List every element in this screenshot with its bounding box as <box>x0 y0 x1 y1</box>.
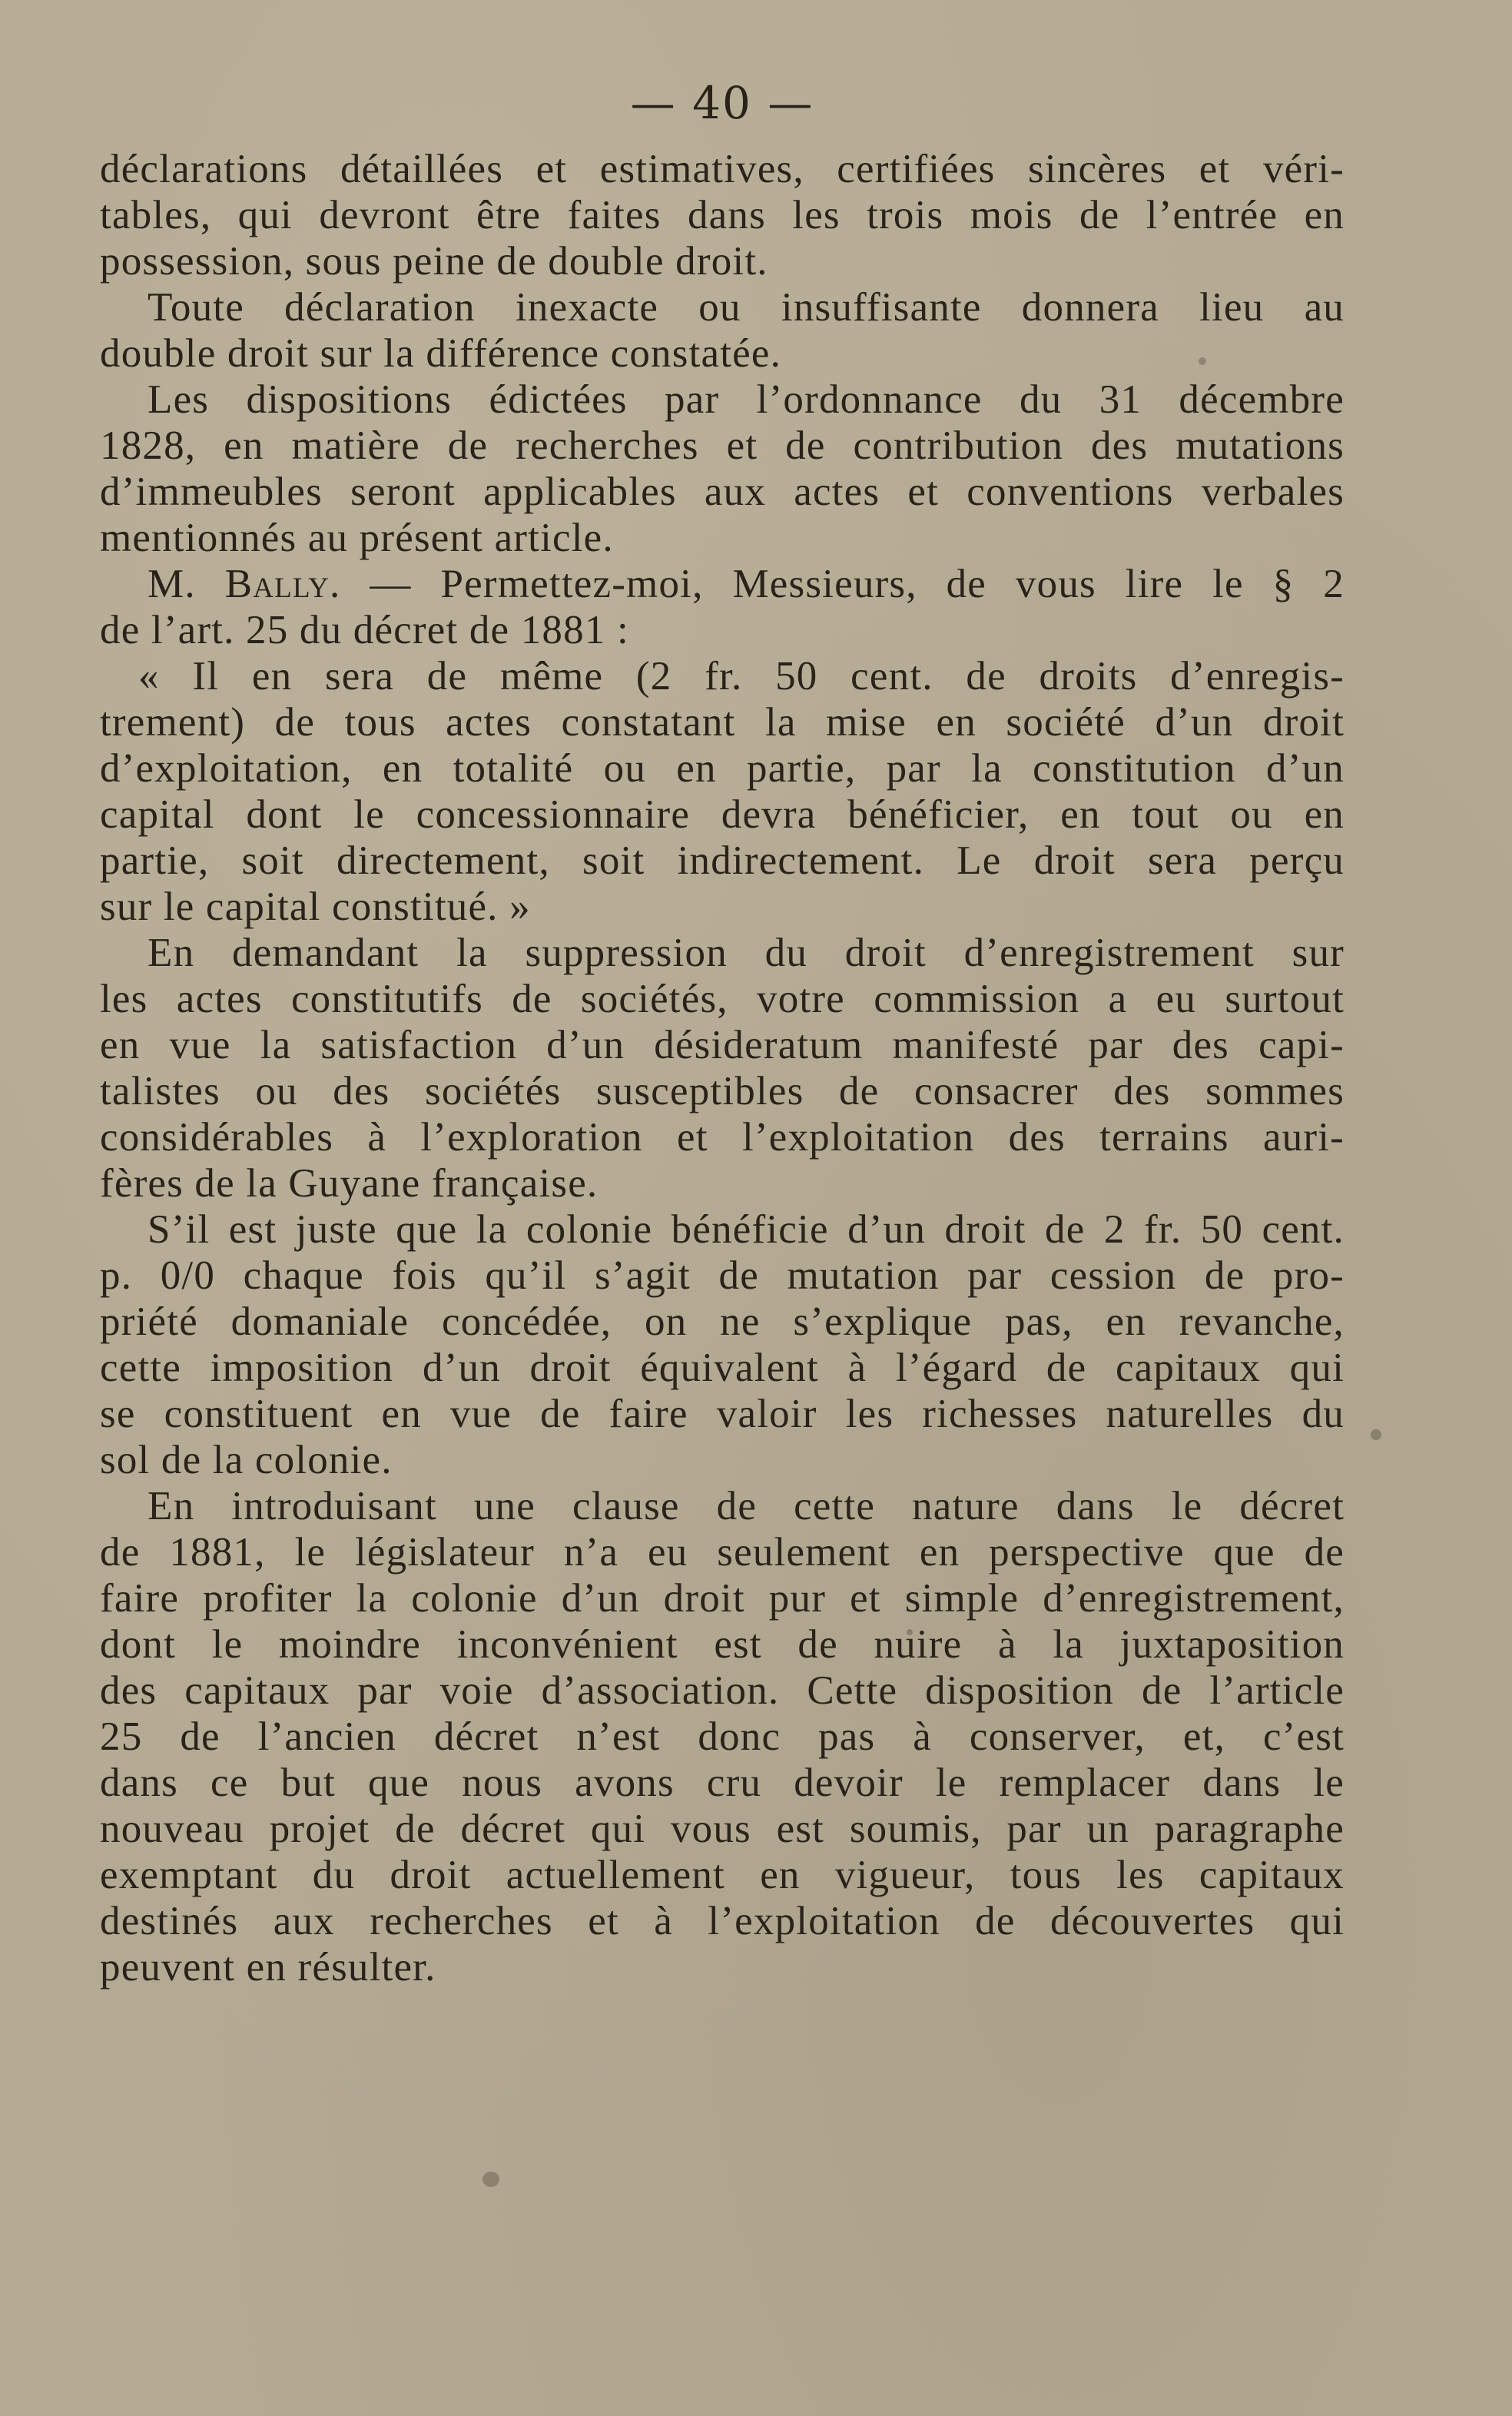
text-line: considérables à l’exploration et l’exploitation des terrains auri- <box>100 1115 1345 1160</box>
text-line: talistes ou des sociétés susceptibles de consacrer des sommes <box>100 1069 1345 1113</box>
body-text <box>100 146 1345 1990</box>
text-line: peuvent en résulter. <box>100 1945 436 1990</box>
text-line: de l’art. 25 du décret de 1881 : <box>100 608 629 652</box>
text-line: sur le capital constitué. » <box>100 884 531 929</box>
text-line: fères de la Guyane française. <box>100 1161 598 1206</box>
text-line: p. 0/0 chaque fois qu’il s’agit de mutation par cession de pro- <box>100 1253 1345 1298</box>
text-line: tables, qui devront être faites dans les trois mois de l’entrée en <box>100 193 1345 237</box>
text-line: sol de la colonie. <box>100 1438 393 1482</box>
text-line: capital dont le concessionnaire devra bénéficier, en tout ou en <box>100 792 1345 837</box>
text-line: de 1881, le législateur n’a eu seulement en perspective que de <box>100 1530 1345 1575</box>
text-line: les actes constitutifs de sociétés, votre commission a eu surtout <box>100 977 1345 1021</box>
text-line: 1828, en matière de recherches et de contribution des mutations <box>100 423 1345 468</box>
text-line: dont le moindre inconvénient est de nuire à la juxtaposition <box>100 1622 1345 1667</box>
text-line: Toute déclaration inexacte ou insuffisante donnera lieu au <box>148 285 1345 330</box>
paper-spot <box>482 2172 499 2187</box>
text-line: Les dispositions édictées par l’ordonnance du 31 décembre <box>148 377 1345 422</box>
text-line: priété domaniale concédée, on ne s’explique pas, en revanche, <box>100 1299 1345 1344</box>
text-line: trement) de tous actes constatant la mise en société d’un droit <box>100 700 1345 745</box>
text-line: d’immeubles seront applicables aux actes et conventions verbales <box>100 470 1345 514</box>
speaker-name: M. Bally. <box>148 562 341 606</box>
text-line: « Il en sera de même (2 fr. 50 cent. de droits d’enregis- <box>138 654 1345 699</box>
text-line: En introduisant une clause de cette nature dans le décret <box>148 1484 1345 1528</box>
text-line: possession, sous peine de double droit. <box>100 239 768 284</box>
text-line: cette imposition d’un droit équivalent à l’égard de capitaux qui <box>100 1346 1345 1390</box>
text-line: mentionnés au présent article. <box>100 516 614 560</box>
text-line: M. Bally. — Permettez-moi, Messieurs, de vous lire le § 2 <box>148 562 1345 606</box>
text-line: dans ce but que nous avons cru devoir le remplacer dans le <box>100 1761 1345 1805</box>
text-line: des capitaux par voie d’association. Cette disposition de l’article <box>100 1668 1345 1713</box>
text-line: double droit sur la différence constatée. <box>100 331 782 376</box>
text-line: nouveau projet de décret qui vous est soumis, par un paragraphe <box>100 1807 1345 1851</box>
text-line: déclarations détaillées et estimatives, certifiées sincères et véri- <box>100 147 1345 191</box>
page-number: — 40 — <box>630 77 814 129</box>
text-line: partie, soit directement, soit indirectement. Le droit sera perçu <box>100 838 1345 883</box>
text-line: S’il est juste que la colonie bénéficie d’un droit de 2 fr. 50 cent. <box>148 1207 1345 1252</box>
text-line: destinés aux recherches et à l’exploitation de découvertes qui <box>100 1899 1345 1943</box>
text-line: exemptant du droit actuellement en vigueur, tous les capitaux <box>100 1853 1345 1897</box>
text-line: En demandant la suppression du droit d’enregistrement sur <box>148 931 1345 975</box>
text-line: d’exploitation, en totalité ou en partie, par la constitution d’un <box>100 746 1345 791</box>
text-line: se constituent en vue de faire valoir les richesses naturelles du <box>100 1392 1345 1436</box>
text-line: en vue la satisfaction d’un désideratum manifesté par des capi- <box>100 1023 1345 1067</box>
text-line: 25 de l’ancien décret n’est donc pas à conserver, et, c’est <box>100 1714 1345 1759</box>
text-line: faire profiter la colonie d’un droit pur et simple d’enregistrement, <box>100 1576 1345 1621</box>
paper-spot <box>1371 1429 1381 1440</box>
